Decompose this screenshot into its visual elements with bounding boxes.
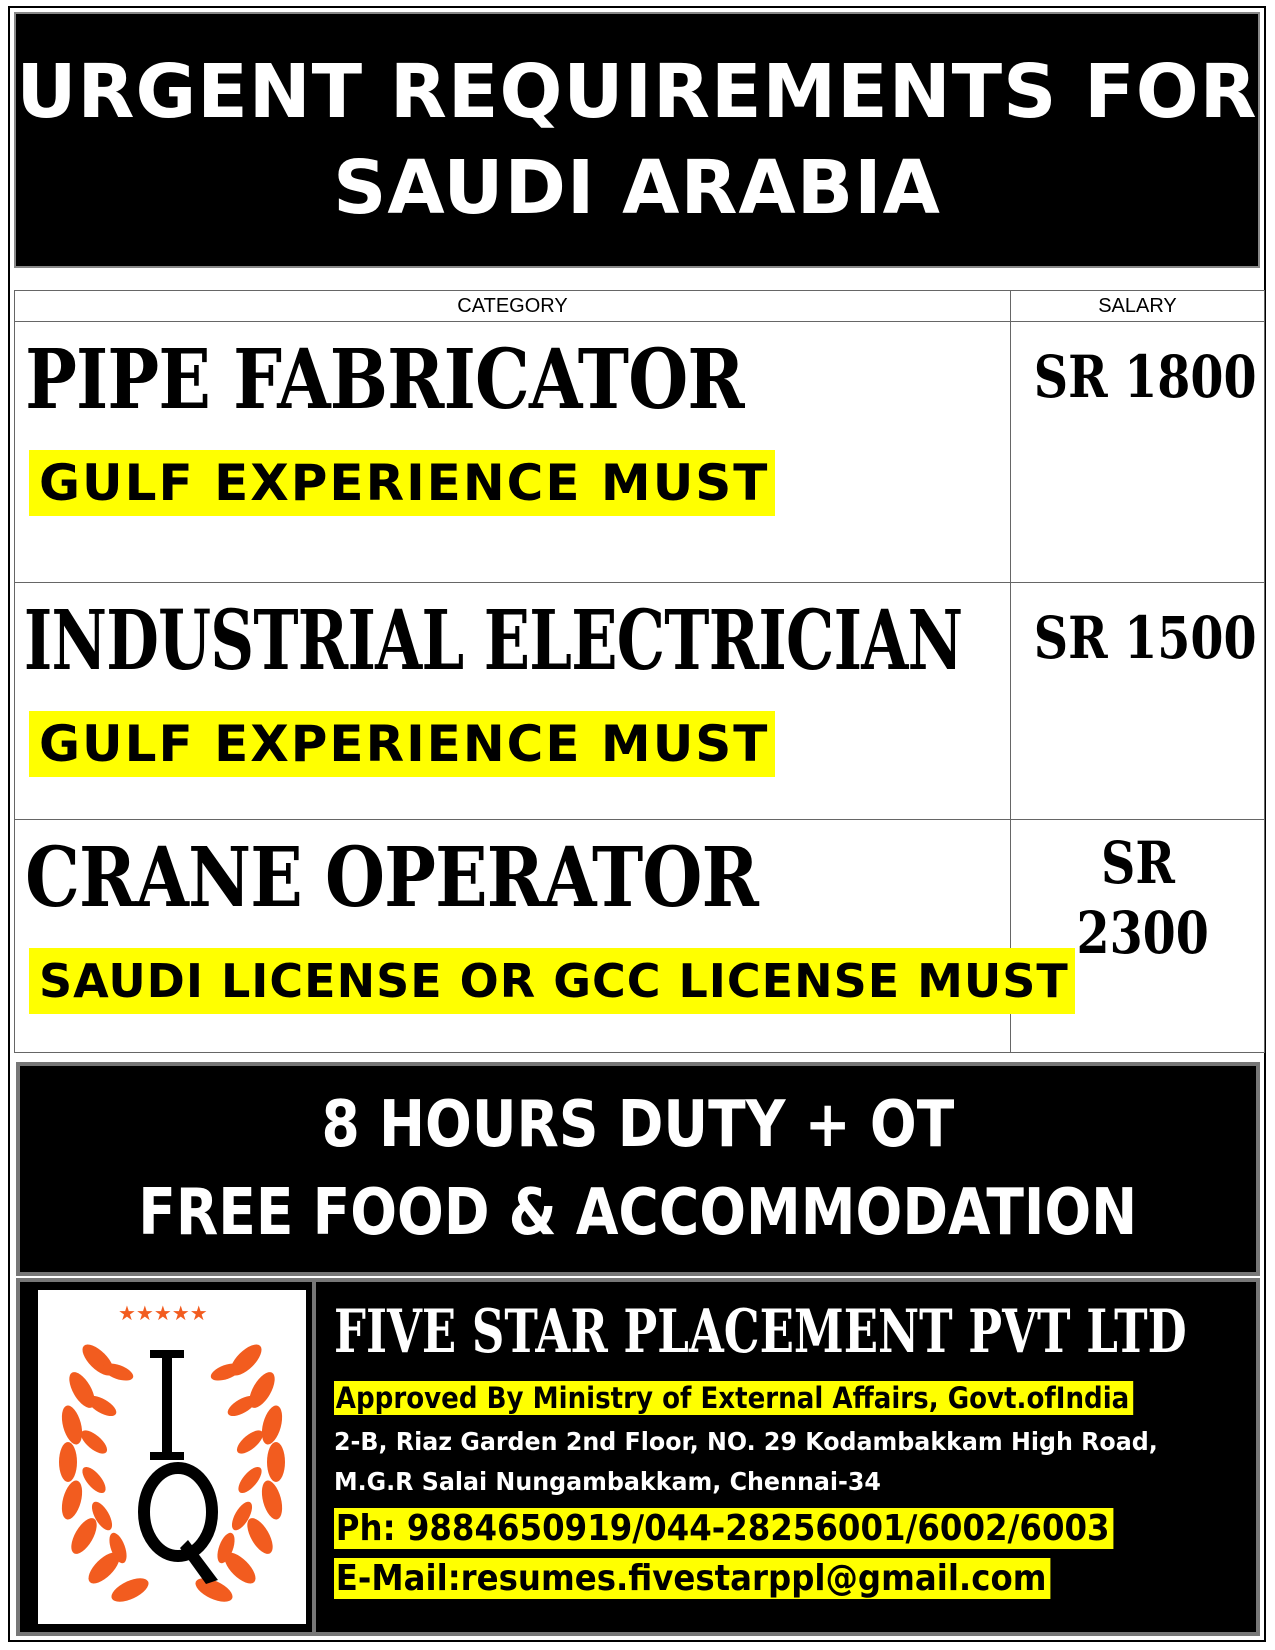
category-cell: [15, 322, 1011, 583]
table-row: [15, 583, 1265, 820]
email-line: [334, 1556, 1050, 1602]
salary-cell: [1011, 820, 1265, 1053]
table-row: [15, 322, 1265, 583]
company-footer: [16, 1278, 1260, 1636]
phone-line: [334, 1506, 1113, 1552]
job-requirement: GULF EXPERIENCE MUST: [29, 450, 775, 516]
benefit-line-1: 8 HOURS DUTY + OT: [321, 1088, 955, 1162]
column-header-category: CATEGORY: [15, 291, 1011, 322]
five-stars-icon: [118, 1301, 208, 1325]
category-cell: [15, 583, 1011, 820]
salary-value: SR 2300: [1076, 829, 1209, 967]
benefit-line-2: FREE FOOD & ACCOMMODATION: [138, 1176, 1138, 1250]
header-banner: [14, 12, 1260, 268]
table-row: [15, 820, 1265, 1053]
salary-value: SR 1800: [1033, 343, 1257, 411]
jobs-table: [14, 290, 1265, 1053]
category-cell: [15, 820, 1069, 1053]
phone-number: Ph: 9884650919/044-28256001/6002/6003: [334, 1508, 1113, 1549]
address-line-2: M.G.R Salai Nungambakkam, Chennai-34: [334, 1467, 881, 1496]
company-name: FIVE STAR PLACEMENT PVT LTD: [334, 1297, 1187, 1367]
svg-text:★★★★★: ★★★★★: [118, 1301, 208, 1325]
job-title: PIPE FABRICATOR: [25, 332, 744, 428]
salary-cell: [1011, 583, 1265, 820]
job-title: INDUSTRIAL ELECTRICIAN: [23, 593, 963, 689]
column-header-salary: SALARY: [1011, 291, 1265, 322]
salary-cell: [1011, 322, 1265, 583]
address-line-1: 2-B, Riaz Garden 2nd Floor, NO. 29 Kodambakkam High Road,: [334, 1427, 1158, 1456]
benefits-banner: [16, 1062, 1260, 1276]
header-line-1: URGENT REQUIREMENTS FOR: [16, 49, 1258, 135]
approval-line: [334, 1378, 1133, 1418]
iq-monogram: [144, 1350, 218, 1584]
job-requirement: SAUDI LICENSE OR GCC LICENSE MUST: [29, 948, 1075, 1014]
table-header-row: [15, 291, 1265, 322]
laurel-wreath-five-star-logo-icon: [38, 1290, 306, 1624]
salary-value: SR 1500: [1033, 604, 1257, 672]
email-address: E-Mail:resumes.fivestarppl@gmail.com: [334, 1558, 1050, 1599]
job-requirement: GULF EXPERIENCE MUST: [29, 711, 775, 777]
approval-text: Approved By Ministry of External Affairs, Govt.ofIndia: [334, 1381, 1133, 1415]
job-title: CRANE OPERATOR: [25, 830, 758, 926]
footer-divider: [312, 1282, 316, 1632]
header-line-2: SAUDI ARABIA: [333, 145, 941, 231]
